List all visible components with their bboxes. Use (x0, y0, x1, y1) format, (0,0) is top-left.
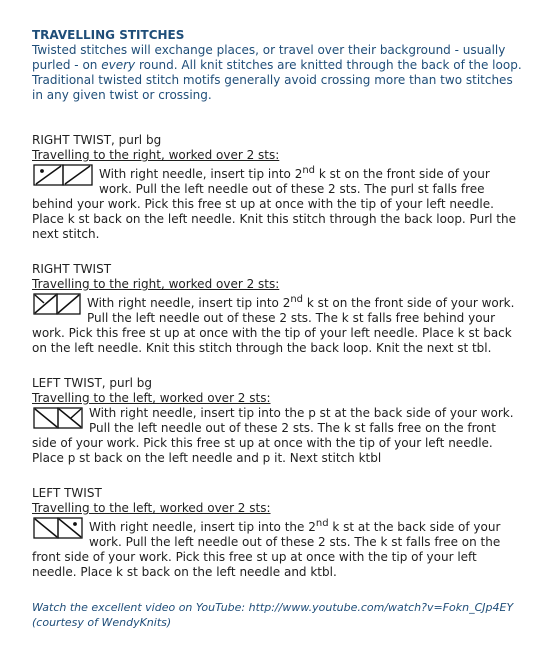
backslash-icon (35, 409, 57, 427)
document-page (32, 28, 522, 630)
instruction-text-cont: k st at the back side of your work. Pull the left needle out of these 2 sts. The k st falls free on the front side of your work. Pick this free st up at once with the tip of your left needle. Place k st back on the left needle and ktbl. (32, 520, 501, 579)
section-instructions (32, 292, 522, 356)
cross-slash-icon (35, 295, 56, 313)
document-title: TRAVELLING STITCHES (32, 28, 185, 42)
section-left-twist-purl (32, 376, 522, 466)
section-title: RIGHT TWIST (32, 262, 112, 276)
instruction-text: With right needle, insert tip into 2 (87, 296, 291, 310)
ordinal-suffix: nd (302, 165, 316, 176)
section-instructions (32, 406, 522, 466)
ordinal-suffix: nd (315, 518, 329, 529)
section-title: LEFT TWIST, purl bg (32, 376, 152, 390)
video-note: Watch the excellent video on YouTube: http://www.youtube.com/watch?v=Fokn_CJp4EY (32, 601, 514, 614)
intro-text-2: round. All knit stitches are knitted through the back of the loop. Traditional twisted stitch motifs generally avoid crossing more than two stitches in any given twist or crossing. (32, 58, 522, 102)
instruction-text: With right needle, insert tip into the p st at the back side of your work. Pull the left needle out of these 2 sts. The k st falls free on the front side of your work. Pick this free st up at once with the tip of your left needle. Place p st back on the left needle and p it. Next stitch ktbl (32, 406, 514, 465)
backslash-icon (35, 519, 57, 537)
section-title: LEFT TWIST (32, 486, 102, 500)
intro-paragraph (32, 43, 522, 103)
credit-note: (courtesy of WendyKnits) (32, 616, 172, 629)
cross-backslash-icon (59, 409, 81, 427)
section-subtitle: Travelling to the left, worked over 2 sts: (32, 391, 271, 405)
section-title: RIGHT TWIST, purl bg (32, 133, 162, 147)
section-instructions (32, 516, 522, 580)
stitch-chart (33, 407, 83, 429)
instruction-text: With right needle, insert tip into 2 (99, 167, 303, 181)
intro-emphasis: every (101, 58, 136, 72)
section-subtitle: Travelling to the left, worked over 2 sts: (32, 501, 271, 515)
slash-icon (58, 295, 79, 313)
instruction-text-cont: k st on the front side of your work. Pull the left needle out of these 2 sts. The k st falls free behind your work. Pick this free st up at once with the tip of your left needle. Place k st back on the left needle. Knit this stitch through the back loop. Knit the next st tbl. (32, 296, 515, 355)
section-right-twist-purl (32, 133, 522, 242)
stitch-chart (33, 164, 93, 186)
ordinal-suffix: nd (290, 294, 304, 305)
backslash-dot-icon (59, 519, 81, 537)
instruction-text-cont: k st on the front side of your work. Pull the left needle out of these 2 sts. The purl st falls free behind your work. Pick this free st up at once with the tip of your left needle. Place k st back on the left needle. Knit this stitch through the back loop. Purl the next stitch. (32, 167, 516, 241)
slash-icon (65, 166, 90, 184)
instruction-text: With right needle, insert tip into the 2 (89, 520, 316, 534)
section-right-twist (32, 262, 522, 356)
section-left-twist (32, 486, 522, 580)
stitch-chart (33, 517, 83, 539)
section-subtitle: Travelling to the right, worked over 2 sts: (32, 277, 280, 291)
section-instructions (32, 163, 522, 242)
section-subtitle: Travelling to the right, worked over 2 sts: (32, 148, 280, 162)
dot-slash-icon (36, 166, 61, 184)
stitch-chart (33, 293, 81, 315)
intro-text-1: Twisted stitches will exchange places, or travel over their background - usually purled - on (32, 43, 506, 72)
